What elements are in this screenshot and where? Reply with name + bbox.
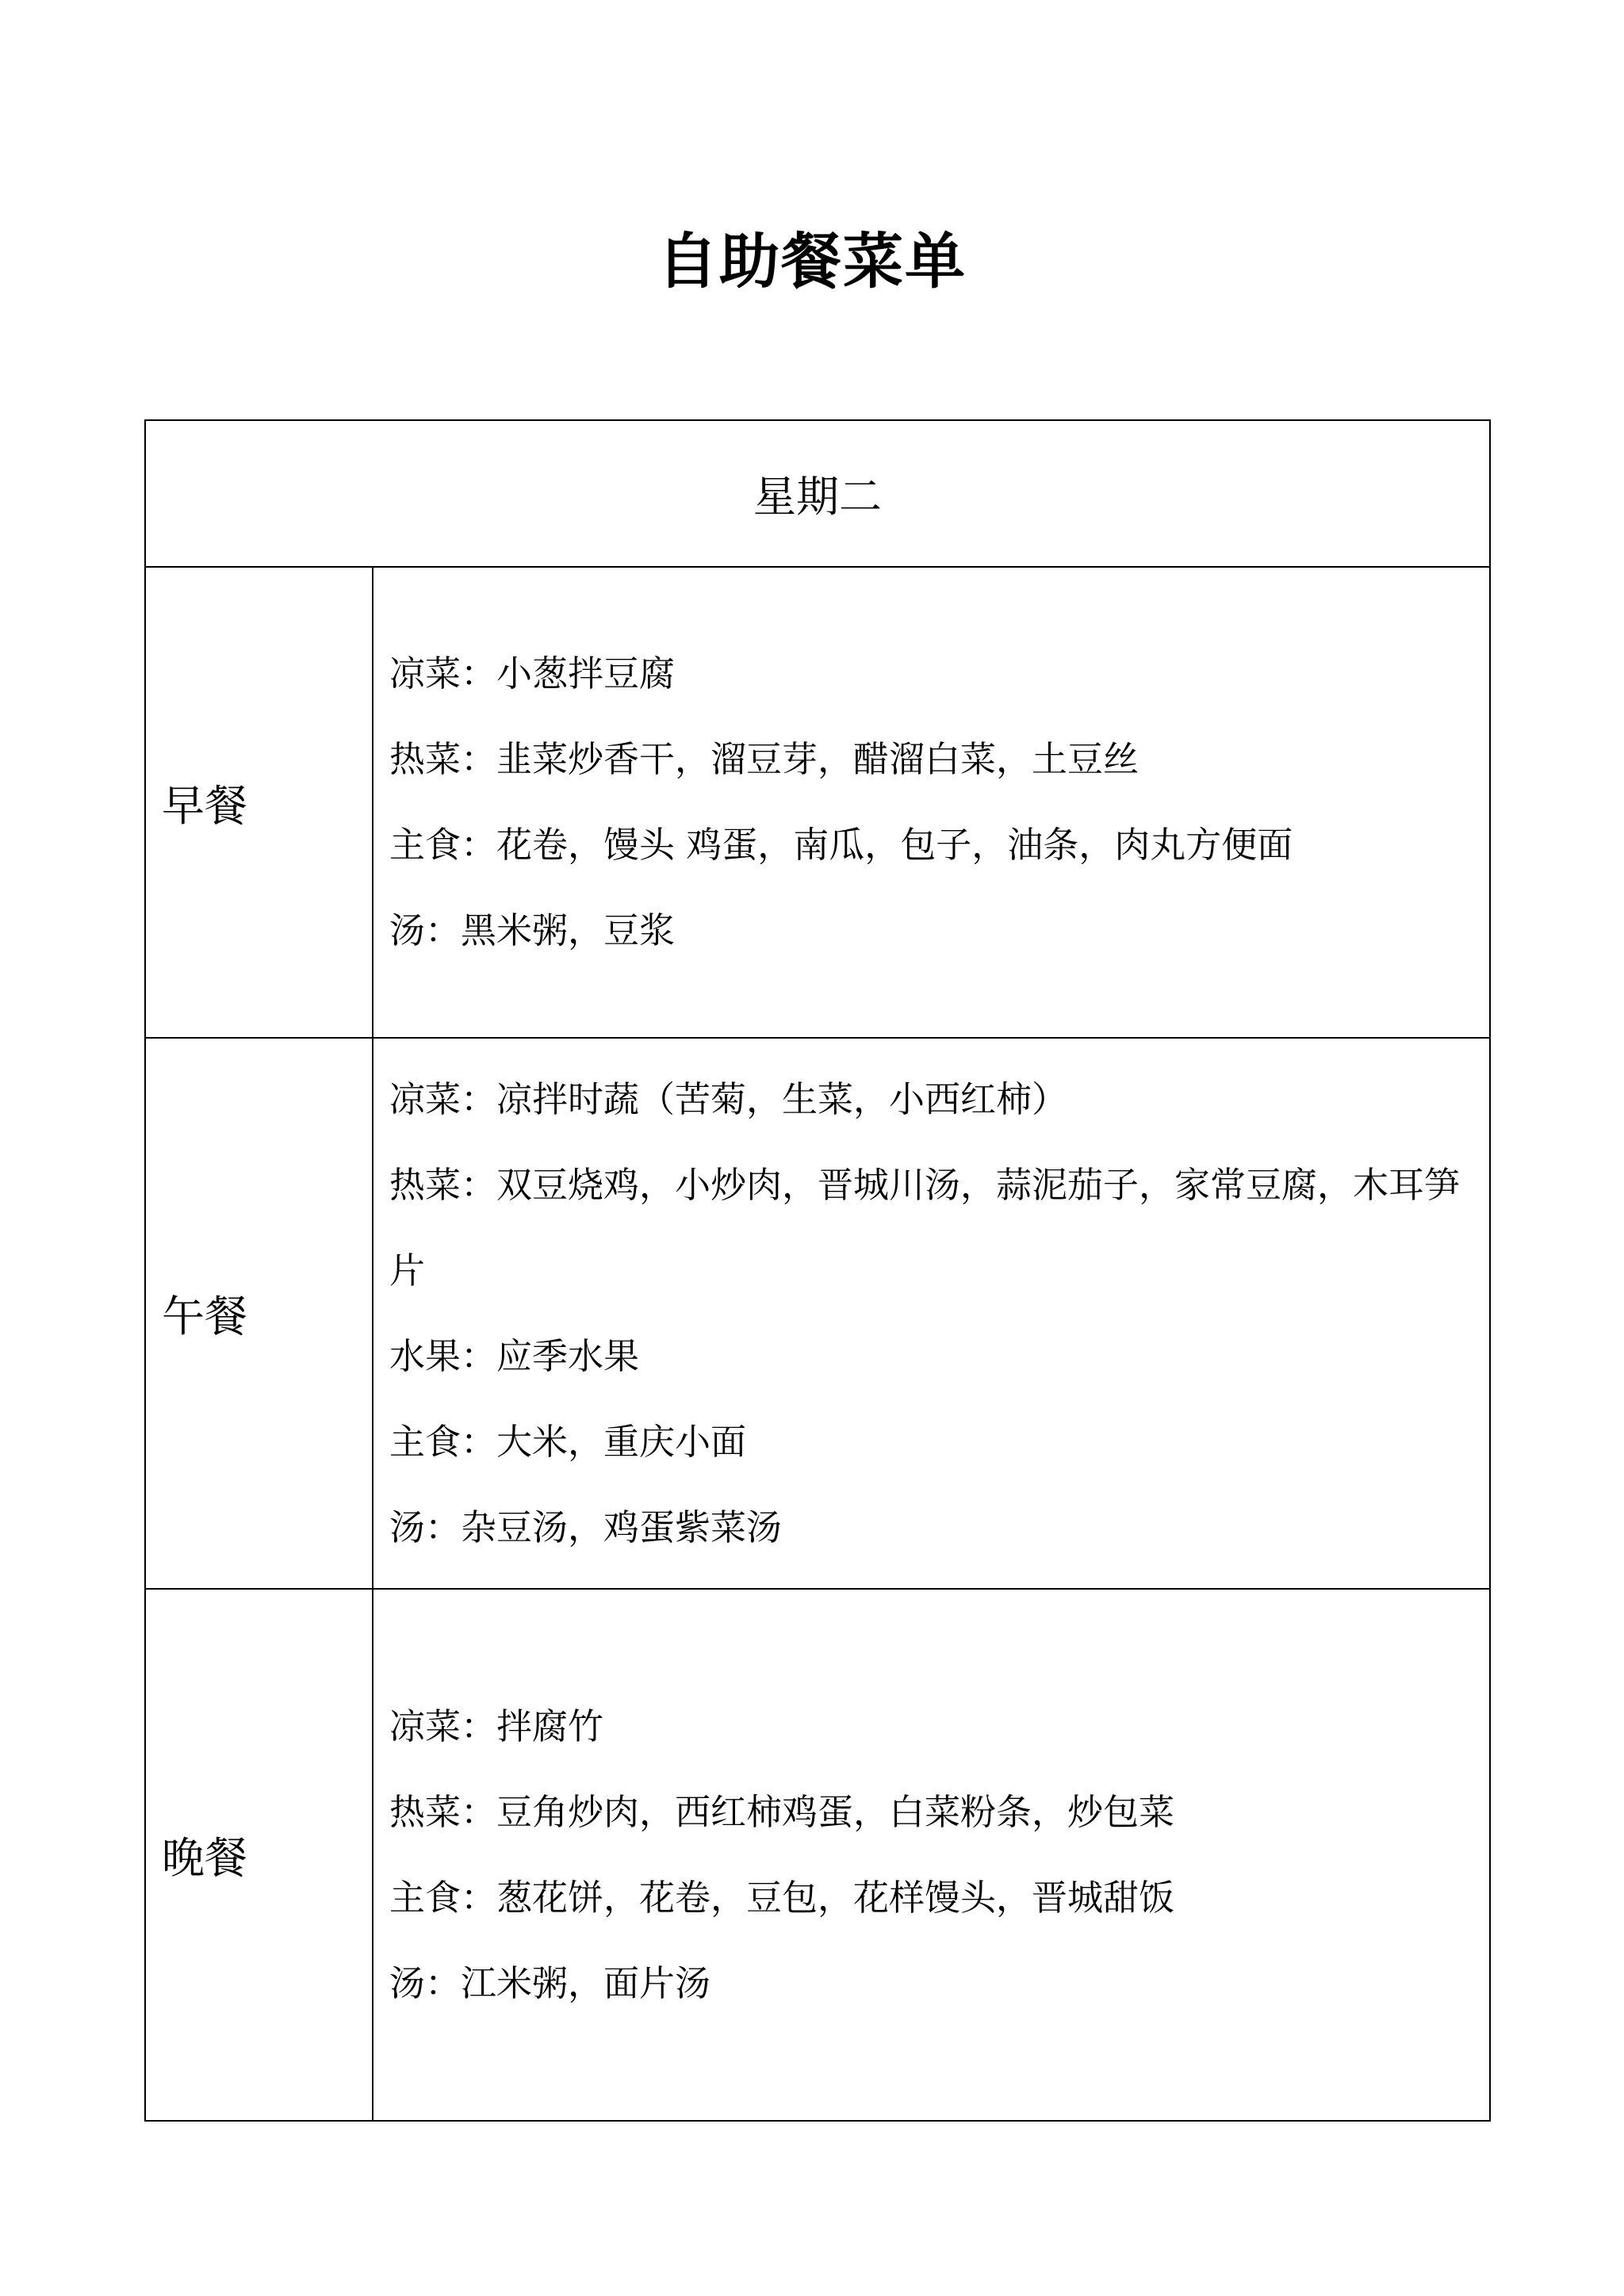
menu-item: 主食：葱花饼，花卷，豆包，花样馒头，晋城甜饭 xyxy=(389,1876,1175,1919)
menu-item: 水果：应季水果 xyxy=(389,1334,640,1377)
menu-item: 热菜：双豆烧鸡，小炒肉，晋城川汤，蒜泥茄子，家常豆腐，木耳笋片 xyxy=(389,1163,1461,1292)
menu-item: 汤：杂豆汤，鸡蛋紫菜汤 xyxy=(389,1506,783,1548)
menu-item: 凉菜：凉拌时蔬（苦菊，生菜，小西红柿） xyxy=(389,1077,1068,1120)
menu-item: 主食：大米，重庆小面 xyxy=(389,1420,747,1463)
meal-label-breakfast: 早餐 xyxy=(145,567,373,1038)
meal-row-dinner xyxy=(145,1589,1490,2121)
meal-items-dinner xyxy=(373,1589,1490,2121)
meal-label-lunch: 午餐 xyxy=(145,1038,373,1589)
menu-item: 热菜：韭菜炒香干，溜豆芽，醋溜白菜，土豆丝 xyxy=(389,738,1139,780)
menu-item: 热菜：豆角炒肉，西红柿鸡蛋，白菜粉条，炒包菜 xyxy=(389,1790,1175,1833)
meal-label-dinner: 晚餐 xyxy=(145,1589,373,2121)
meal-row-breakfast xyxy=(145,567,1490,1038)
day-header: 星期二 xyxy=(145,420,1490,567)
menu-item: 主食：花卷，馒头 鸡蛋，南瓜，包子，油条，肉丸方便面 xyxy=(389,824,1293,866)
meal-items-lunch xyxy=(373,1038,1490,1589)
page-title: 自助餐菜单 xyxy=(657,226,967,297)
menu-item: 凉菜：小葱拌豆腐 xyxy=(389,652,676,695)
menu-item: 凉菜：拌腐竹 xyxy=(389,1705,604,1747)
day-row xyxy=(145,420,1490,567)
meal-items-breakfast xyxy=(373,567,1490,1038)
meal-row-lunch xyxy=(145,1038,1490,1589)
menu-table xyxy=(144,419,1491,2122)
menu-item: 汤：江米粥，面片汤 xyxy=(389,1961,711,2004)
menu-item: 汤：黑米粥，豆浆 xyxy=(389,909,676,951)
